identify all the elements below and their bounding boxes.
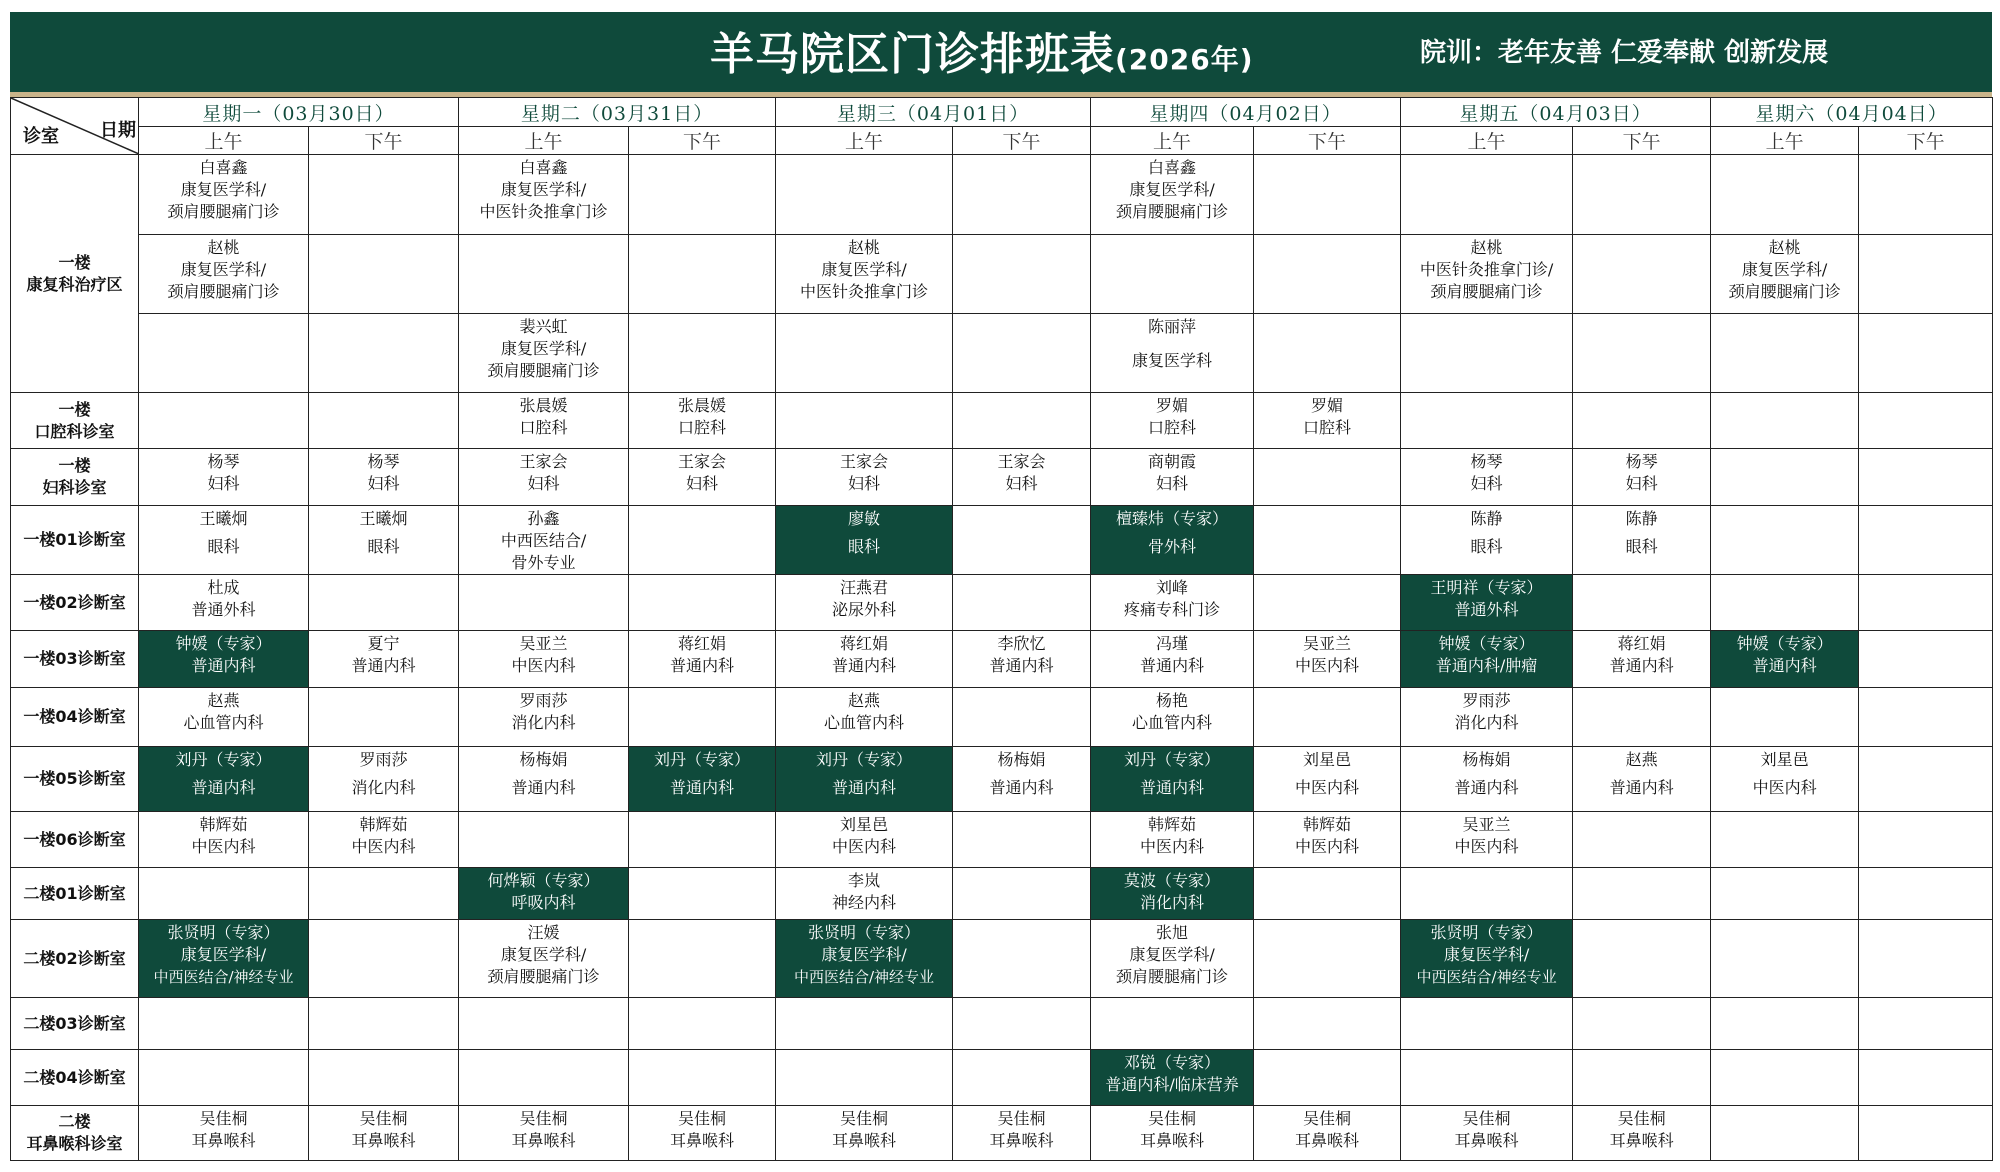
- schedule-cell: 王家会 妇科: [629, 449, 776, 506]
- schedule-cell: 罗媚 口腔科: [1091, 393, 1254, 449]
- schedule-cell: 罗雨莎 消化内科: [1401, 688, 1573, 747]
- room-label: 一楼06诊断室: [11, 812, 139, 868]
- schedule-cell: [1711, 393, 1859, 449]
- schedule-cell: [1401, 393, 1573, 449]
- schedule-cell: [953, 575, 1091, 631]
- schedule-cell: [629, 235, 776, 314]
- schedule-cell: [1254, 155, 1401, 235]
- schedule-cell: 杨梅娟 普通内科: [459, 747, 629, 812]
- room-label: 一楼02诊断室: [11, 575, 139, 631]
- schedule-cell: 吴佳桐 耳鼻喉科: [629, 1106, 776, 1161]
- schedule-cell: [953, 868, 1091, 920]
- schedule-cell: 韩辉茹 中医内科: [1091, 812, 1254, 868]
- schedule-cell: [1401, 1050, 1573, 1106]
- room-label: 一楼04诊断室: [11, 688, 139, 747]
- am-header: 上午: [776, 127, 953, 155]
- room-label: 二楼03诊断室: [11, 998, 139, 1050]
- schedule-cell: [1254, 868, 1401, 920]
- schedule-cell: [1254, 1050, 1401, 1106]
- room-column-label: 诊室: [23, 126, 59, 147]
- schedule-cell: [1859, 1106, 1993, 1161]
- schedule-cell: [629, 688, 776, 747]
- schedule-cell: 赵桃 康复医学科/ 颈肩腰腿痛门诊: [1711, 235, 1859, 314]
- schedule-cell: 韩辉茹 中医内科: [1254, 812, 1401, 868]
- schedule-cell: [1859, 998, 1993, 1050]
- room-label: 一楼 妇科诊室: [11, 449, 139, 506]
- schedule-cell: [309, 393, 459, 449]
- schedule-cell: 蒋红娟 普通内科: [776, 631, 953, 688]
- schedule-cell: [1711, 155, 1859, 235]
- schedule-cell-expert: 刘丹（专家） 普通内科: [139, 747, 309, 812]
- hospital-motto: 院训：老年友善 仁爱奉献 创新发展: [1420, 38, 1829, 68]
- schedule-cell: [1254, 449, 1401, 506]
- schedule-cell: 夏宁 普通内科: [309, 631, 459, 688]
- schedule-cell: 吴佳桐 耳鼻喉科: [1091, 1106, 1254, 1161]
- schedule-cell: [776, 314, 953, 393]
- schedule-cell: [629, 575, 776, 631]
- schedule-cell: [309, 998, 459, 1050]
- schedule-cell: [1859, 449, 1993, 506]
- schedule-cell: [776, 1050, 953, 1106]
- schedule-cell: 吴亚兰 中医内科: [1254, 631, 1401, 688]
- room-label: 二楼01诊断室: [11, 868, 139, 920]
- schedule-cell: 赵桃 康复医学科/ 中医针灸推拿门诊: [776, 235, 953, 314]
- schedule-cell: [953, 920, 1091, 998]
- schedule-cell-expert: 钟媛（专家） 普通内科: [1711, 631, 1859, 688]
- schedule-cell: 张旭 康复医学科/ 颈肩腰腿痛门诊: [1091, 920, 1254, 998]
- room-label: 一楼05诊断室: [11, 747, 139, 812]
- schedule-cell: [309, 235, 459, 314]
- schedule-cell: 吴佳桐 耳鼻喉科: [1401, 1106, 1573, 1161]
- schedule-cell: 吴亚兰 中医内科: [1401, 812, 1573, 868]
- schedule-cell: [953, 812, 1091, 868]
- schedule-cell: [1859, 920, 1993, 998]
- room-label: 二楼02诊断室: [11, 920, 139, 998]
- schedule-cell: [1254, 506, 1401, 575]
- schedule-cell: [1254, 688, 1401, 747]
- schedule-cell: [1573, 688, 1711, 747]
- schedule-cell: [1859, 812, 1993, 868]
- schedule-cell: [629, 868, 776, 920]
- schedule-cell: [309, 155, 459, 235]
- schedule-cell: [1859, 868, 1993, 920]
- schedule-cell: 白喜鑫 康复医学科/ 颈肩腰腿痛门诊: [1091, 155, 1254, 235]
- schedule-cell-expert: 刘丹（专家） 普通内科: [629, 747, 776, 812]
- schedule-cell: 蒋红娟 普通内科: [629, 631, 776, 688]
- schedule-cell: 白喜鑫 康复医学科/ 颈肩腰腿痛门诊: [139, 155, 309, 235]
- schedule-cell: [629, 920, 776, 998]
- schedule-cell: 张晨媛 口腔科: [459, 393, 629, 449]
- schedule-cell: [1859, 235, 1993, 314]
- schedule-cell: [629, 1050, 776, 1106]
- day-header: 星期四（04月02日）: [1091, 98, 1401, 127]
- schedule-cell: [1254, 575, 1401, 631]
- room-label: 一楼03诊断室: [11, 631, 139, 688]
- schedule-cell: [1711, 1050, 1859, 1106]
- schedule-cell: [1711, 998, 1859, 1050]
- schedule-cell: [1573, 868, 1711, 920]
- am-header: 上午: [459, 127, 629, 155]
- schedule-cell: 韩辉茹 中医内科: [139, 812, 309, 868]
- schedule-cell-expert: 廖敏 眼科: [776, 506, 953, 575]
- schedule-cell: [309, 868, 459, 920]
- schedule-cell: [1859, 155, 1993, 235]
- schedule-cell: [1859, 747, 1993, 812]
- schedule-cell: 杜成 普通外科: [139, 575, 309, 631]
- day-header: 星期三（04月01日）: [776, 98, 1091, 127]
- schedule-cell: 刘星邑 中医内科: [776, 812, 953, 868]
- schedule-cell-expert: 张贤明（专家） 康复医学科/ 中西医结合/神经专业: [1401, 920, 1573, 998]
- schedule-cell: 陈静 眼科: [1401, 506, 1573, 575]
- schedule-cell: [776, 393, 953, 449]
- schedule-cell: [1401, 155, 1573, 235]
- schedule-cell: [1711, 868, 1859, 920]
- schedule-cell: 杨琴 妇科: [139, 449, 309, 506]
- am-header: 上午: [1401, 127, 1573, 155]
- schedule-cell: [139, 868, 309, 920]
- schedule-cell: 吴亚兰 中医内科: [459, 631, 629, 688]
- schedule-cell: [1254, 314, 1401, 393]
- day-header: 星期一（03月30日）: [139, 98, 459, 127]
- schedule-cell: 吴佳桐 耳鼻喉科: [1254, 1106, 1401, 1161]
- schedule-cell: 赵燕 心血管内科: [139, 688, 309, 747]
- schedule-cell: [1573, 998, 1711, 1050]
- schedule-cell-expert: 莫波（专家） 消化内科: [1091, 868, 1254, 920]
- schedule-cell: [953, 998, 1091, 1050]
- schedule-cell: [776, 998, 953, 1050]
- schedule-cell: [1859, 575, 1993, 631]
- schedule-cell: [139, 1050, 309, 1106]
- date-row-label: 日期: [100, 120, 136, 141]
- schedule-cell: [629, 812, 776, 868]
- schedule-cell: [1573, 393, 1711, 449]
- page-title: 羊马院区门诊排班表(2026年): [710, 29, 1254, 80]
- schedule-cell: 赵桃 康复医学科/ 颈肩腰腿痛门诊: [139, 235, 309, 314]
- schedule-cell: [953, 1050, 1091, 1106]
- schedule-cell: [1711, 688, 1859, 747]
- schedule-cell-expert: 王明祥（专家） 普通外科: [1401, 575, 1573, 631]
- schedule-cell: [953, 393, 1091, 449]
- schedule-cell: 王曦炯 眼科: [139, 506, 309, 575]
- schedule-cell: [139, 314, 309, 393]
- schedule-cell: [309, 920, 459, 998]
- schedule-cell-expert: 钟媛（专家） 普通内科: [139, 631, 309, 688]
- schedule-cell: 李欣忆 普通内科: [953, 631, 1091, 688]
- schedule-cell: [1711, 812, 1859, 868]
- schedule-cell: [139, 393, 309, 449]
- pm-header: 下午: [953, 127, 1091, 155]
- schedule-cell: 陈丽萍 康复医学科: [1091, 314, 1254, 393]
- day-header: 星期六（04月04日）: [1711, 98, 1993, 127]
- schedule-cell: 王家会 妇科: [459, 449, 629, 506]
- schedule-cell: 吴佳桐 耳鼻喉科: [459, 1106, 629, 1161]
- schedule-cell: [629, 998, 776, 1050]
- schedule-cell: [1573, 235, 1711, 314]
- schedule-cell: 赵燕 普通内科: [1573, 747, 1711, 812]
- am-header: 上午: [139, 127, 309, 155]
- schedule-cell: [629, 506, 776, 575]
- schedule-cell: [953, 155, 1091, 235]
- schedule-cell: [1254, 920, 1401, 998]
- schedule-cell-expert: 邓锐（专家） 普通内科/临床营养: [1091, 1050, 1254, 1106]
- schedule-cell: 杨梅娟 普通内科: [1401, 747, 1573, 812]
- schedule-cell-expert: 张贤明（专家） 康复医学科/ 中西医结合/神经专业: [139, 920, 309, 998]
- schedule-cell: [309, 688, 459, 747]
- pm-header: 下午: [629, 127, 776, 155]
- pm-header: 下午: [1254, 127, 1401, 155]
- schedule-cell: 赵桃 中医针灸推拿门诊/ 颈肩腰腿痛门诊: [1401, 235, 1573, 314]
- schedule-cell: [1711, 449, 1859, 506]
- schedule-cell: [1573, 1050, 1711, 1106]
- pm-header: 下午: [1573, 127, 1711, 155]
- am-header: 上午: [1091, 127, 1254, 155]
- schedule-cell: 杨艳 心血管内科: [1091, 688, 1254, 747]
- schedule-cell: [309, 314, 459, 393]
- schedule-cell: [1401, 868, 1573, 920]
- schedule-cell: [953, 314, 1091, 393]
- pm-header: 下午: [1859, 127, 1993, 155]
- schedule-cell: [1711, 1106, 1859, 1161]
- day-header: 星期五（04月03日）: [1401, 98, 1711, 127]
- schedule-cell: 白喜鑫 康复医学科/ 中医针灸推拿门诊: [459, 155, 629, 235]
- schedule-cell-expert: 刘丹（专家） 普通内科: [776, 747, 953, 812]
- schedule-cell: [1091, 235, 1254, 314]
- schedule-cell-expert: 檀臻炜（专家） 骨外科: [1091, 506, 1254, 575]
- schedule-cell: 刘峰 疼痛专科门诊: [1091, 575, 1254, 631]
- schedule-cell: [459, 1050, 629, 1106]
- schedule-cell: [139, 998, 309, 1050]
- room-label: 一楼 口腔科诊室: [11, 393, 139, 449]
- schedule-cell: 吴佳桐 耳鼻喉科: [309, 1106, 459, 1161]
- schedule-cell: 李岚 神经内科: [776, 868, 953, 920]
- schedule-cell: 王家会 妇科: [776, 449, 953, 506]
- schedule-cell: 汪燕君 泌尿外科: [776, 575, 953, 631]
- schedule-cell: [1401, 998, 1573, 1050]
- schedule-cell: [953, 688, 1091, 747]
- schedule-cell: [1573, 155, 1711, 235]
- schedule-cell: [459, 235, 629, 314]
- room-label: 二楼04诊断室: [11, 1050, 139, 1106]
- schedule-cell: 王家会 妇科: [953, 449, 1091, 506]
- schedule-cell: 汪媛 康复医学科/ 颈肩腰腿痛门诊: [459, 920, 629, 998]
- schedule-cell: [1711, 575, 1859, 631]
- day-header: 星期二（03月31日）: [459, 98, 776, 127]
- schedule-cell: 冯瑾 普通内科: [1091, 631, 1254, 688]
- schedule-cell: [629, 155, 776, 235]
- schedule-cell: [629, 314, 776, 393]
- schedule-cell: 刘星邑 中医内科: [1254, 747, 1401, 812]
- schedule-cell: [1859, 631, 1993, 688]
- schedule-cell: 韩辉茹 中医内科: [309, 812, 459, 868]
- schedule-cell: [1573, 920, 1711, 998]
- schedule-cell: 吴佳桐 耳鼻喉科: [776, 1106, 953, 1161]
- schedule-cell: 杨琴 妇科: [1573, 449, 1711, 506]
- schedule-cell: 陈静 眼科: [1573, 506, 1711, 575]
- schedule-cell: [1859, 1050, 1993, 1106]
- schedule-cell: 裴兴虹 康复医学科/ 颈肩腰腿痛门诊: [459, 314, 629, 393]
- schedule-table: [10, 97, 1993, 1161]
- schedule-cell: [1573, 812, 1711, 868]
- schedule-cell-expert: 刘丹（专家） 普通内科: [1091, 747, 1254, 812]
- room-label: 一楼 康复科治疗区: [11, 155, 139, 393]
- schedule-cell: [1254, 235, 1401, 314]
- schedule-cell: [953, 506, 1091, 575]
- schedule-cell: 王曦炯 眼科: [309, 506, 459, 575]
- schedule-cell: [1573, 575, 1711, 631]
- schedule-cell: [459, 812, 629, 868]
- schedule-cell: [459, 575, 629, 631]
- schedule-cell: [1091, 998, 1254, 1050]
- corner-header: [11, 98, 139, 155]
- schedule-cell: 刘星邑 中医内科: [1711, 747, 1859, 812]
- schedule-cell: [1859, 393, 1993, 449]
- schedule-cell: 杨琴 妇科: [1401, 449, 1573, 506]
- schedule-cell: 罗雨莎 消化内科: [309, 747, 459, 812]
- schedule-cell: [459, 998, 629, 1050]
- schedule-cell: [1711, 506, 1859, 575]
- schedule-cell: 杨梅娟 普通内科: [953, 747, 1091, 812]
- schedule-cell: [309, 1050, 459, 1106]
- schedule-cell: 张晨媛 口腔科: [629, 393, 776, 449]
- schedule-cell: [953, 235, 1091, 314]
- schedule-cell: 杨琴 妇科: [309, 449, 459, 506]
- schedule-cell: [776, 155, 953, 235]
- schedule-cell: 罗媚 口腔科: [1254, 393, 1401, 449]
- schedule-cell-expert: 张贤明（专家） 康复医学科/ 中西医结合/神经专业: [776, 920, 953, 998]
- schedule-cell: 商朝霞 妇科: [1091, 449, 1254, 506]
- schedule-cell: [1859, 688, 1993, 747]
- am-header: 上午: [1711, 127, 1859, 155]
- room-label: 一楼01诊断室: [11, 506, 139, 575]
- schedule-cell: [1401, 314, 1573, 393]
- schedule-cell: [1573, 314, 1711, 393]
- schedule-cell: 孙鑫 中西医结合/ 骨外专业: [459, 506, 629, 575]
- schedule-cell: [1254, 998, 1401, 1050]
- schedule-cell: [309, 575, 459, 631]
- schedule-cell: 赵燕 心血管内科: [776, 688, 953, 747]
- schedule-cell: 吴佳桐 耳鼻喉科: [1573, 1106, 1711, 1161]
- schedule-cell: [1711, 314, 1859, 393]
- schedule-cell-expert: 何烨颖（专家） 呼吸内科: [459, 868, 629, 920]
- schedule-cell: 蒋红娟 普通内科: [1573, 631, 1711, 688]
- schedule-cell: 罗雨莎 消化内科: [459, 688, 629, 747]
- schedule-cell: [1859, 506, 1993, 575]
- schedule-cell: 吴佳桐 耳鼻喉科: [953, 1106, 1091, 1161]
- schedule-cell: [1711, 920, 1859, 998]
- room-label: 二楼 耳鼻喉科诊室: [11, 1106, 139, 1161]
- schedule-cell: [1859, 314, 1993, 393]
- schedule-cell-expert: 钟媛（专家） 普通内科/肿瘤: [1401, 631, 1573, 688]
- pm-header: 下午: [309, 127, 459, 155]
- schedule-cell: 吴佳桐 耳鼻喉科: [139, 1106, 309, 1161]
